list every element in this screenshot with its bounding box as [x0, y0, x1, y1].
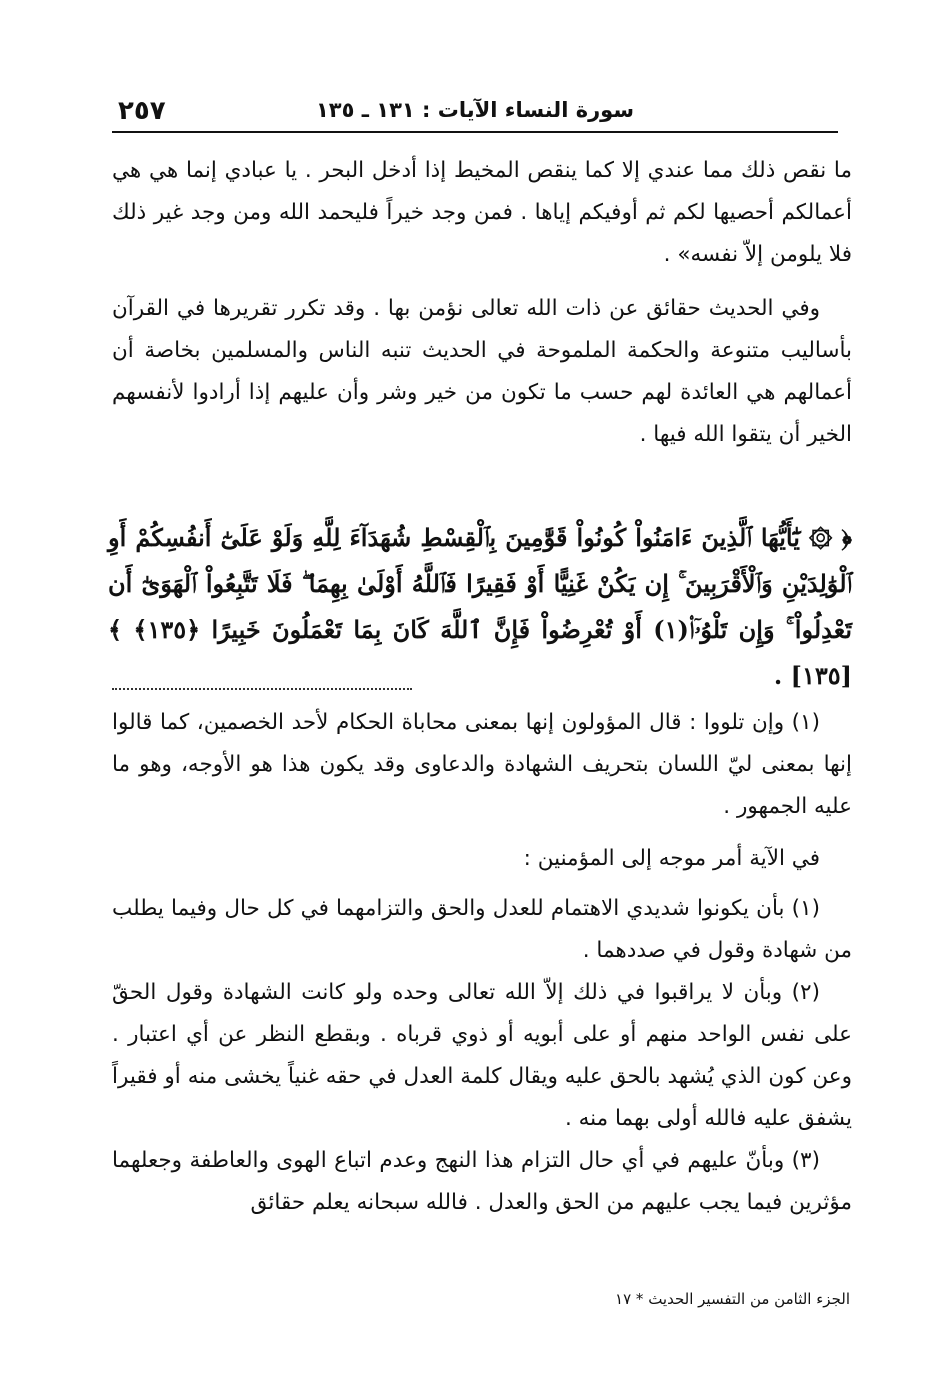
paragraph-point-3: (٣) وبأنّ عليهم في أي حال التزام هذا النهج وعدم اتباع الهوى والعاطفة وجعلهما مؤثرين فيما يجب عليهم من الحق والعدل . فالله سبحانه يعلم حقائق — [112, 1148, 852, 1215]
paragraph-commentary: وفي الحديث حقائق عن ذات الله تعالى نؤمن بها . وقد تكرر تقريرها في القرآن بأساليب متنوعة والحكمة الملموحة في الحديث تنبه الناس والمسلمين بخاصة أن أعمالهم هي العائدة لهم حسب ما تكون من خير وشر وأن عليهم إذا أرادوا لأنفسهم الخير أن يتقوا الله فيها . — [112, 296, 852, 447]
footnote-separator — [112, 688, 412, 690]
footer-signature: الجزء الثامن من التفسير الحديث * ١٧ — [615, 1290, 850, 1308]
header-rule — [112, 131, 838, 133]
paragraph-intro: في الآية أمر موجه إلى المؤمنين : — [523, 846, 820, 871]
running-title: سورة النساء الآيات : ١٣١ ـ ١٣٥ — [315, 98, 635, 122]
lower-text-block — [112, 702, 852, 1224]
paragraph-point-1: (١) بأن يكونوا شديدي الاهتمام للعدل والحق والتزامهما في كل حال وفيما يطلب من شهادة وقول في صددهما . — [112, 896, 852, 963]
footnote: (١) وإن تلووا : قال المؤولون إنها بمعنى محاباة الحكام لأحد الخصمين، كما قالوا إنها بمعنى ليّ اللسان بتحريف الشهادة والدعاوى وقد يكون هذا هو الأوجه، وهو ما عليه الجمهور . — [112, 710, 852, 819]
paragraph-hadith-end: ما نقص ذلك مما عندي إلا كما ينقص المخيط إذا أدخل البحر . يا عبادي إنما هي هي أعمالكم أحصيها لكم ثم أوفيكم إياها . فمن وجد خيراً فليحمد الله ومن وجد غير ذلك فلا يلومن إلاّ نفسه» . — [112, 158, 852, 267]
quran-verse: ﴿ ۞ يَٰٓأَيُّهَا ٱلَّذِينَ ءَامَنُواْ كُونُواْ قَوَّٰمِينَ بِٱلْقِسْطِ شُهَدَآءَ لِلَّهِ وَلَوْ عَلَىٰٓ أَنفُسِكُمْ أَوِ ٱلْوَٰلِدَيْنِ وَٱلْأَقْرَبِينَ ۚ إِن يَكُنْ غَنِيًّا أَوْ فَقِيرًا فَٱللَّهُ أَوْلَىٰ بِهِمَا ۖ فَلَا تَتَّبِعُواْ ٱلْهَوَىٰٓ أَن تَعْدِلُواْ ۚ وَإِن تَلْوُۥٓا۟(١) أَوْ تُعْرِضُواْ فَإِنَّ ٱللَّهَ كَانَ بِمَا تَعْمَلُونَ خَبِيرًا ﴿١٣٥﴾ ﴾ [١٣٥] . — [108, 523, 853, 690]
paragraph-point-2: (٢) وبأن لا يراقبوا في ذلك إلاّ الله تعالى وحده ولو كانت الشهادة وقول الحقّ على نفس الواحد منهم أو على أبويه أو ذوي قرباه . وبقطع النظر عن أي اعتبار . وعن كون الذي يُشهد بالحق عليه ويقال كلمة العدل في حقه غنياً يخشى منه أو فقيراً يشفق عليه فالله أولى بهما منه . — [112, 980, 852, 1131]
top-text-block — [112, 150, 852, 456]
page-header — [112, 92, 838, 132]
page-number: ٢٥٧ — [118, 96, 166, 126]
